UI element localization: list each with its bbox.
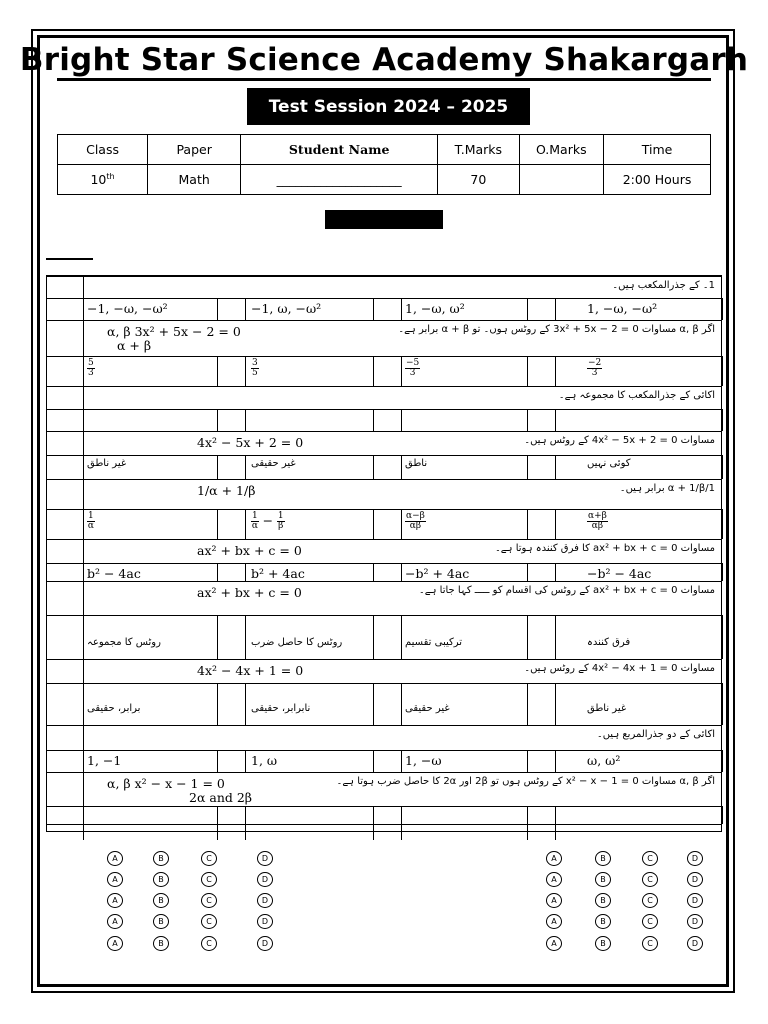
answer-bubble-c[interactable]: C (201, 914, 217, 929)
grid-rule (245, 806, 246, 824)
class-label: Class (58, 135, 148, 165)
grid-rule (83, 824, 84, 840)
option-b: −b² + 4ac (405, 566, 470, 581)
option-c: روٹس کا حاصل ضرب (251, 637, 343, 648)
option-b: 1, −ω (405, 753, 442, 768)
tmarks-label: T.Marks (438, 135, 519, 165)
grid-rule (555, 683, 556, 725)
grid-rule (245, 615, 246, 659)
grid-rule (83, 750, 84, 772)
grid-rule (83, 659, 84, 683)
grid-rule (83, 725, 84, 750)
redaction-bar (325, 210, 443, 229)
question-math: 4x² − 4x + 1 = 0 (197, 663, 304, 678)
grid-rule (245, 509, 246, 539)
answer-bubble-d[interactable]: D (257, 893, 273, 908)
grid-rule (401, 356, 402, 386)
answer-bubble-c[interactable]: C (642, 893, 658, 908)
grid-rule (527, 615, 528, 659)
grid-rule (722, 298, 723, 320)
answer-bubble-c[interactable]: C (201, 872, 217, 887)
grid-rule (722, 509, 723, 539)
grid-rule (527, 509, 528, 539)
answer-bubble-d[interactable]: D (257, 914, 273, 929)
option-b: $\frac{-5}{3}$ (406, 358, 420, 378)
omarks-label: O.Marks (519, 135, 603, 165)
grid-rule (555, 509, 556, 539)
answer-bubble-d[interactable]: D (257, 872, 273, 887)
option-c: b² + 4ac (251, 566, 305, 581)
grid-rule (401, 824, 402, 840)
answer-bubble-c[interactable]: C (642, 872, 658, 887)
question-text: مساوات 0 = ax² + bx + c کا فرق کنندہ ہوتا ہے۔ (494, 543, 715, 554)
question-text: 1/α + 1/β برابر ہیں۔ (619, 483, 715, 494)
grid-rule (555, 455, 556, 479)
grid-rule (245, 356, 246, 386)
grid-rule (722, 683, 723, 725)
option-a: −b² − 4ac (587, 566, 652, 581)
answer-bubble-c[interactable]: C (201, 851, 217, 866)
grid-rule (217, 824, 218, 840)
option-b: ترکیبی تقسیم (405, 637, 463, 648)
grid-rule (373, 806, 374, 824)
grid-rule (401, 683, 402, 725)
grid-rule (47, 539, 721, 540)
grid-rule (401, 806, 402, 824)
grid-rule (373, 409, 374, 431)
answer-bubble-a[interactable]: A (107, 872, 123, 887)
answer-bubble-b[interactable]: B (595, 872, 611, 887)
option-a: فرق کنندہ (587, 637, 631, 648)
grid-rule (217, 615, 218, 659)
answer-bubble-a[interactable]: A (107, 893, 123, 908)
answer-bubble-c[interactable]: C (642, 936, 658, 951)
option-c: نابرابر، حقیقی (251, 703, 311, 714)
grid-rule (555, 615, 556, 659)
grid-rule (245, 455, 246, 479)
academy-title: Bright Star Science Academy Shakargarh (19, 42, 749, 78)
option-a: ω, ω² (587, 753, 621, 768)
option-d: $\frac{1}{\alpha}$ (87, 511, 94, 531)
answer-bubble-d[interactable]: D (687, 851, 703, 866)
grid-rule (47, 563, 721, 564)
grid-rule (217, 409, 218, 431)
answer-bubble-a[interactable]: A (107, 914, 123, 929)
student-name-label: Student Name (241, 135, 438, 165)
grid-rule (555, 563, 556, 581)
grid-rule (47, 615, 721, 616)
option-d: −1, −ω, −ω² (87, 301, 168, 316)
option-d: روٹس کا مجموعہ (87, 637, 161, 648)
grid-rule (401, 615, 402, 659)
grid-rule (527, 750, 528, 772)
grid-rule (245, 298, 246, 320)
grid-rule (373, 683, 374, 725)
answer-bubble-d[interactable]: D (687, 936, 703, 951)
grid-rule (83, 298, 84, 320)
question-math: 4x² − 5x + 2 = 0 (197, 435, 304, 450)
grid-rule (373, 750, 374, 772)
grid-rule (401, 455, 402, 479)
grid-rule (83, 479, 84, 509)
grid-rule (47, 298, 721, 299)
grid-rule (373, 563, 374, 581)
option-d: 1, −1 (87, 753, 122, 768)
grid-rule (47, 431, 721, 432)
answer-bubble-b[interactable]: B (153, 893, 169, 908)
question-text: اگر α, β مساوات 0 = 2 − 3x² + 5x کے روٹس ہوں۔ تو α + β برابر ہے۔ (398, 324, 715, 335)
grid-rule (217, 563, 218, 581)
question-text: مساوات 0 = 2 + 4x² − 5x کے روٹس ہیں۔ (524, 435, 715, 446)
grid-rule (83, 409, 84, 431)
paper-value: Math (148, 165, 241, 195)
grid-rule (555, 824, 556, 840)
grid-rule (555, 750, 556, 772)
question-math-2: α + β (117, 338, 152, 353)
question-text: اکائی کے دو جذرالمربع ہیں۔ (596, 729, 715, 740)
grid-rule (245, 683, 246, 725)
option-a: کوئی نہیں (587, 458, 631, 469)
grid-rule (373, 615, 374, 659)
question-text: اکائی کے جذرالمکعب کا مجموعہ ہے۔ (558, 390, 715, 401)
answer-bubble-c[interactable]: C (201, 893, 217, 908)
question-math-2: 2α and 2β (189, 790, 253, 805)
grid-rule (83, 276, 84, 298)
grid-rule (245, 824, 246, 840)
grid-rule (47, 320, 721, 321)
grid-rule (83, 539, 84, 563)
grid-rule (527, 824, 528, 840)
answer-bubble-c[interactable]: C (642, 851, 658, 866)
grid-rule (47, 659, 721, 660)
grid-rule (83, 806, 84, 824)
grid-rule (555, 409, 556, 431)
option-a: غیر ناطق (587, 703, 627, 714)
option-b: غیر حقیقی (405, 703, 450, 714)
option-a: $\frac{-2}{3}$ (588, 358, 602, 378)
session-banner: Test Session 2024 – 2025 (247, 88, 530, 125)
grid-rule (83, 509, 84, 539)
question-math: 1/α + 1/β (197, 483, 256, 498)
info-table (57, 134, 711, 195)
grid-rule (722, 750, 723, 772)
student-name-field[interactable]: ____________________ (241, 165, 438, 195)
grid-rule (555, 356, 556, 386)
grid-rule (47, 750, 721, 751)
answer-bubble-d[interactable]: D (687, 872, 703, 887)
option-d: b² − 4ac (87, 566, 141, 581)
grid-rule (722, 356, 723, 386)
mcq-grid (46, 275, 722, 832)
grid-rule (47, 725, 721, 726)
grid-rule (217, 509, 218, 539)
answer-bubble-b[interactable]: B (153, 851, 169, 866)
answer-bubble-b[interactable]: B (595, 893, 611, 908)
option-d: غیر ناطق (87, 458, 127, 469)
question-text: اگر α, β مساوات 0 = 1 − x² − x کے روٹس ہوں تو 2β اور 2α کا حاصل ضرب ہوتا ہے۔ (336, 776, 715, 787)
answer-bubble-a[interactable]: A (546, 914, 562, 929)
grid-rule (47, 509, 721, 510)
grid-rule (722, 615, 723, 659)
short-rule (46, 258, 93, 260)
grid-rule (373, 455, 374, 479)
grid-rule (47, 276, 721, 277)
answer-bubble-b[interactable]: B (595, 914, 611, 929)
question-math: ax² + bx + c = 0 (197, 543, 302, 558)
answer-bubble-c[interactable]: C (642, 914, 658, 929)
answer-bubble-b[interactable]: B (595, 936, 611, 951)
grid-rule (83, 563, 84, 581)
option-d: برابر، حقیقی (87, 703, 141, 714)
time-label: Time (604, 135, 711, 165)
answer-bubble-d[interactable]: D (257, 851, 273, 866)
grid-rule (217, 806, 218, 824)
answer-bubble-a[interactable]: A (546, 893, 562, 908)
option-b: 1, −ω, ω² (405, 301, 465, 316)
time-value: 2:00 Hours (604, 165, 711, 195)
grid-rule (722, 806, 723, 824)
answer-bubble-d[interactable]: D (687, 914, 703, 929)
grid-rule (47, 581, 721, 582)
question-text: مساوات 0 = ax² + bx + c کے روٹس کی اقسام کو ـــــ کہا جاتا ہے۔ (418, 585, 715, 596)
grid-rule (722, 409, 723, 431)
grid-rule (83, 455, 84, 479)
class-value: 10th (58, 165, 148, 195)
grid-rule (373, 298, 374, 320)
grid-rule (83, 356, 84, 386)
tmarks-value: 70 (438, 165, 519, 195)
grid-rule (217, 455, 218, 479)
grid-rule (527, 455, 528, 479)
grid-rule (373, 824, 374, 840)
answer-bubble-a[interactable]: A (546, 936, 562, 951)
grid-rule (401, 298, 402, 320)
grid-rule (217, 298, 218, 320)
grid-rule (245, 750, 246, 772)
answer-bubble-d[interactable]: D (257, 936, 273, 951)
answer-bubble-c[interactable]: C (201, 936, 217, 951)
answer-bubble-d[interactable]: D (687, 893, 703, 908)
grid-rule (83, 772, 84, 806)
grid-rule (83, 615, 84, 659)
answer-bubble-a[interactable]: A (107, 851, 123, 866)
grid-rule (47, 824, 721, 825)
grid-rule (217, 683, 218, 725)
grid-rule (47, 356, 721, 357)
option-b: $\frac{\alpha-\beta}{\alpha\beta}$ (406, 511, 425, 531)
option-c: $\frac{3}{5}$ (252, 358, 258, 378)
question-text: مساوات 0 = 1 + 4x² − 4x کے روٹس ہیں۔ (524, 663, 715, 674)
grid-rule (722, 455, 723, 479)
option-d: $\frac{5}{3}$ (88, 358, 94, 378)
option-c: $\frac{1}{\alpha}$ − $\frac{1}{\beta}$ (251, 511, 284, 531)
grid-rule (527, 409, 528, 431)
grid-rule (217, 750, 218, 772)
option-c: −1, ω, −ω² (251, 301, 322, 316)
question-math: ax² + bx + c = 0 (197, 585, 302, 600)
grid-rule (527, 298, 528, 320)
grid-rule (555, 298, 556, 320)
grid-rule (373, 509, 374, 539)
grid-rule (401, 509, 402, 539)
grid-rule (47, 806, 721, 807)
option-b: ناطق (405, 458, 428, 469)
answer-bubble-a[interactable]: A (546, 851, 562, 866)
grid-rule (47, 386, 721, 387)
question-math: α, β x² − x − 1 = 0 (107, 776, 225, 791)
option-a: 1, −ω, −ω² (587, 301, 658, 316)
grid-rule (555, 806, 556, 824)
option-a: $\frac{\alpha+\beta}{\alpha\beta}$ (588, 511, 607, 531)
omarks-value[interactable] (519, 165, 603, 195)
grid-rule (527, 356, 528, 386)
grid-rule (83, 431, 84, 455)
grid-rule (47, 683, 721, 684)
grid-rule (373, 356, 374, 386)
grid-rule (47, 409, 721, 410)
paper-label: Paper (148, 135, 241, 165)
grid-rule (47, 479, 721, 480)
grid-rule (401, 750, 402, 772)
grid-rule (527, 683, 528, 725)
question-text: 1۔ کے جذرالمکعب ہیں۔ (612, 280, 715, 291)
answer-bubble-a[interactable]: A (107, 936, 123, 951)
answer-bubble-b[interactable]: B (595, 851, 611, 866)
grid-rule (83, 683, 84, 725)
grid-rule (401, 409, 402, 431)
grid-rule (245, 409, 246, 431)
grid-rule (245, 563, 246, 581)
answer-bubble-a[interactable]: A (546, 872, 562, 887)
grid-rule (47, 772, 721, 773)
title-underline (57, 78, 711, 81)
grid-rule (401, 563, 402, 581)
grid-rule (83, 386, 84, 409)
option-c: 1, ω (251, 753, 278, 768)
grid-rule (47, 455, 721, 456)
grid-rule (217, 356, 218, 386)
grid-rule (83, 581, 84, 615)
option-c: غیر حقیقی (251, 458, 296, 469)
grid-rule (83, 320, 84, 356)
answer-bubble-b[interactable]: B (153, 936, 169, 951)
answer-bubble-b[interactable]: B (153, 914, 169, 929)
question-math: α, β 3x² + 5x − 2 = 0 (107, 324, 241, 339)
answer-bubble-b[interactable]: B (153, 872, 169, 887)
grid-rule (527, 563, 528, 581)
grid-rule (722, 563, 723, 581)
grid-rule (527, 806, 528, 824)
